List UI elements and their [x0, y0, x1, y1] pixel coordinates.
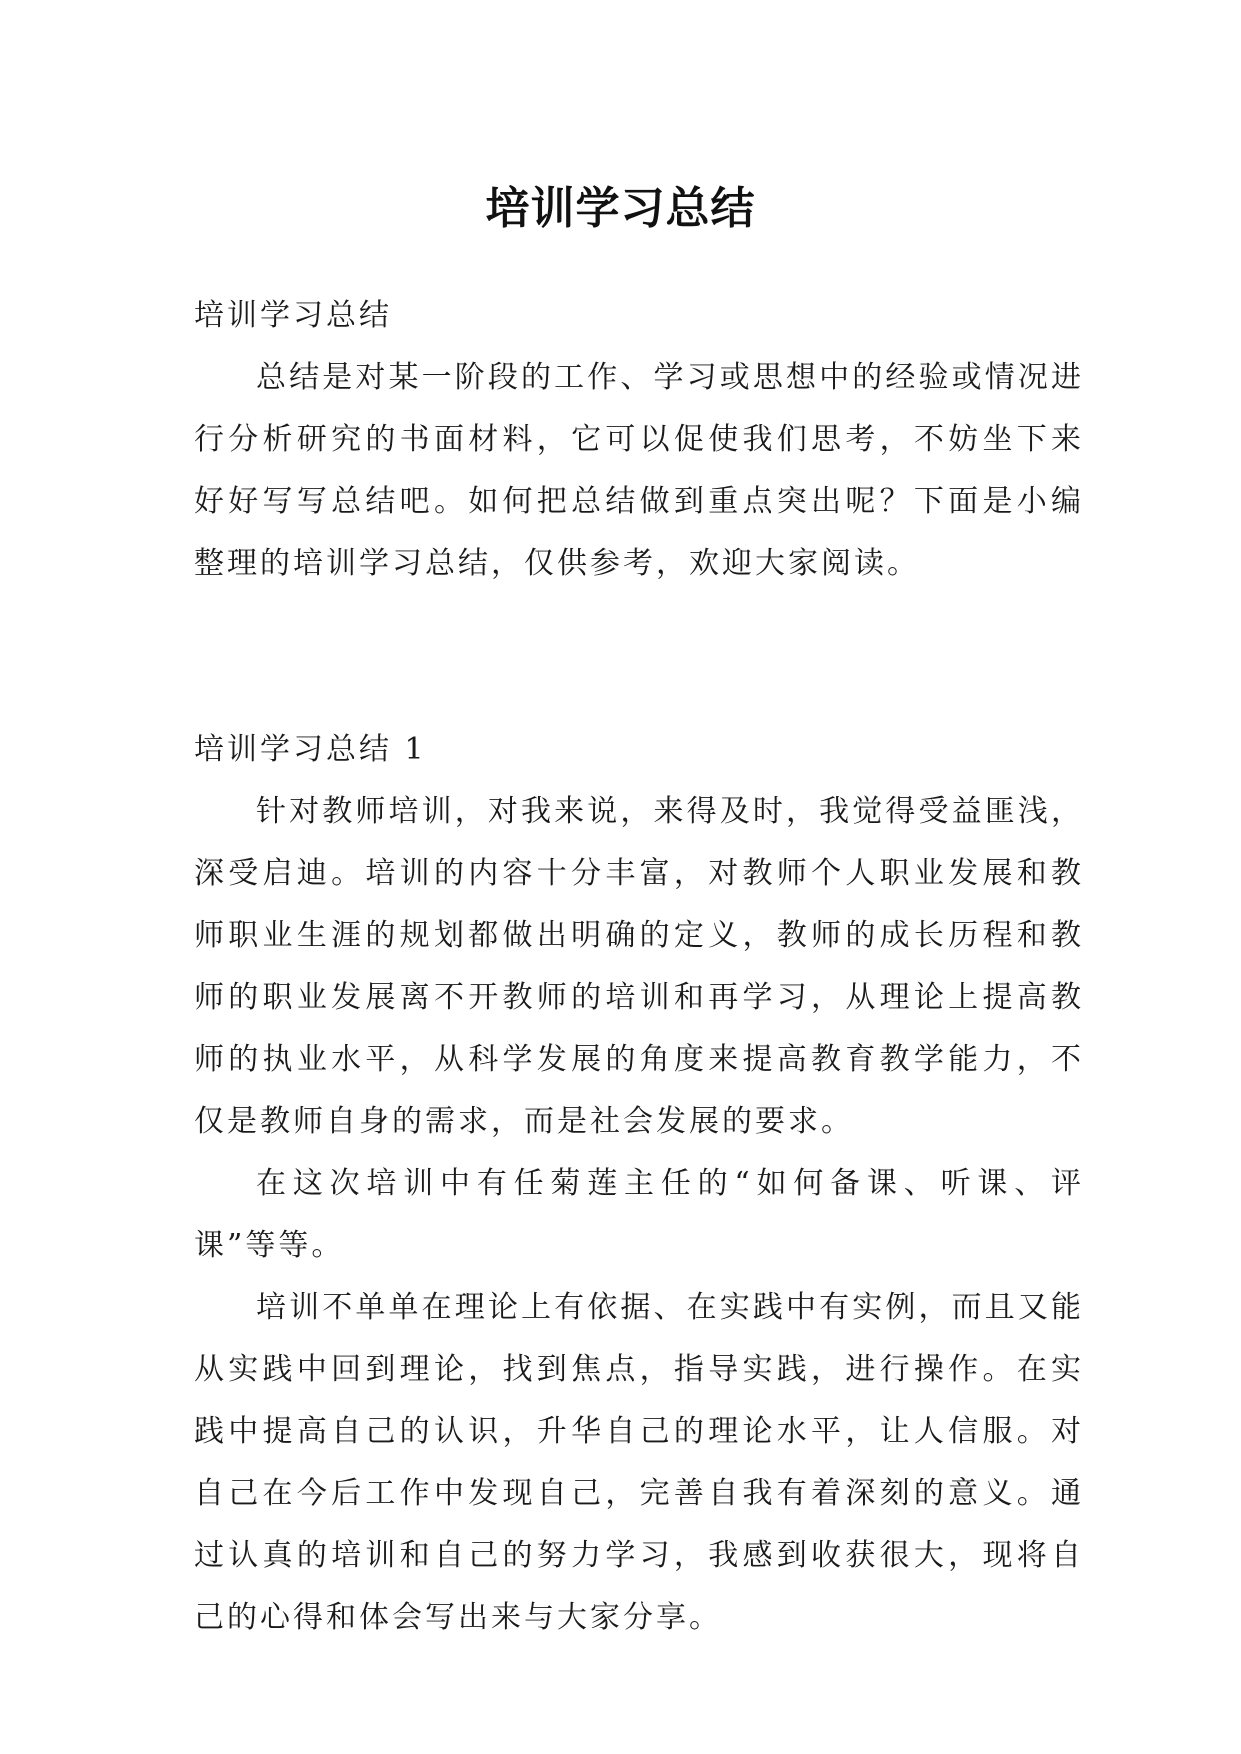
section-gap [194, 595, 1084, 719]
body-paragraph-3: 培训不单单在理论上有依据、在实践中有实例，而且又能从实践中回到理论，找到焦点，指导实践，进行操作。在实践中提高自己的认识，升华自己的理论水平，让人信服。对自己在今后工作中发现自己，完善自我有着深刻的意义。通过认真的培训和自己的努力学习，我感到收获很大，现将自己的心得和体会写出来与大家分享。 [194, 1290, 1084, 1635]
intro-paragraph: 总结是对某一阶段的工作、学习或思想中的经验或情况进行分析研究的书面材料，它可以促使我们思考，不妨坐下来好好写写总结吧。如何把总结做到重点突出呢？下面是小编整理的培训学习总结，仅供参考，欢迎大家阅读。 [194, 360, 1084, 581]
section-heading: 培训学习总结 [194, 298, 392, 333]
section-heading-1: 培训学习总结 1 [194, 732, 427, 767]
body-paragraph-2: 在这次培训中有任菊莲主任的“如何备课、听课、评课”等等。 [194, 1166, 1084, 1263]
body-paragraph-1: 针对教师培训，对我来说，来得及时，我觉得受益匪浅，深受启迪。培训的内容十分丰富，对教师个人职业发展和教师职业生涯的规划都做出明确的定义，教师的成长历程和教师的职业发展离不开教师的培训和再学习，从理论上提高教师的执业水平，从科学发展的角度来提高教育教学能力，不仅是教师自身的需求，而是社会发展的要求。 [194, 794, 1084, 1139]
document-title: 培训学习总结 [485, 183, 756, 235]
document-body [194, 285, 1084, 1649]
